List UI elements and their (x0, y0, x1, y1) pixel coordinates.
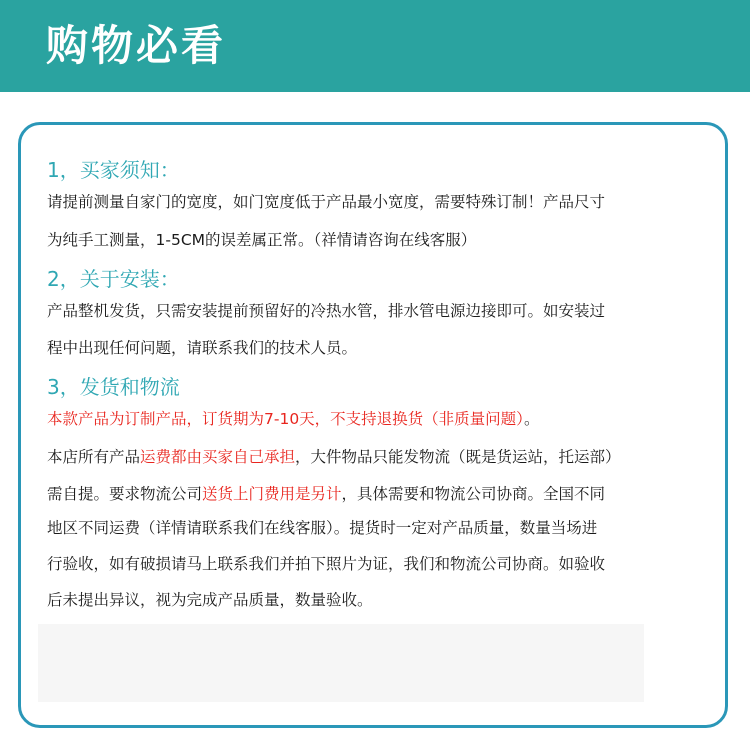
text-line (47, 336, 357, 360)
text-run: 产品整机发货，只需安装提前预留好的冷热水管，排水管电源边接即可。如安装过 (47, 302, 606, 320)
text-run: 地区不同运费（详情请联系我们在线客服）。提货时一定对产品质量，数量当场进 (47, 519, 598, 537)
text-run: 为纯手工测量，1-5CM的误差属正常。（祥情请咨询在线客服） (47, 231, 477, 249)
blank-panel (38, 624, 644, 702)
text-run: 请提前测量自家门的宽度，如门宽度低于产品最小宽度，需要特殊订制！产品尺寸 (47, 193, 606, 211)
text-run: 本店所有产品 (47, 448, 141, 466)
section-heading-installation: 2，关于安装： (47, 267, 180, 291)
text-run: 。 (523, 410, 540, 428)
text-line (47, 299, 605, 323)
text-run: 行验收，如有破损请马上联系我们并拍下照片为证，我们和物流公司协商。如验收 (47, 555, 606, 573)
text-line (47, 228, 476, 252)
header-banner (0, 0, 750, 92)
text-line (47, 482, 605, 506)
text-run: 后未提出异议，视为完成产品质量，数量验收。 (47, 591, 373, 609)
text-line (47, 190, 605, 214)
text-line (47, 407, 539, 431)
text-line (47, 445, 621, 469)
page-title: 购物必看 (46, 21, 227, 70)
highlight-text-run: 本款产品为订制产品，订货期为7-10天，不支持退换货（非质量问题） (47, 410, 524, 428)
text-run: 程中出现任何问题，请联系我们的技术人员。 (47, 339, 358, 357)
highlight-text-run: 运费都由买家自己承担 (140, 448, 296, 466)
section-heading-purchase-notice: 1，买家须知： (47, 158, 180, 182)
text-run: ，大件物品只能发物流（既是货运站，托运部） (295, 448, 621, 466)
text-run: 需自提。要求物流公司 (47, 485, 203, 503)
text-line (47, 588, 373, 612)
text-line (47, 516, 597, 540)
text-line (47, 552, 605, 576)
section-heading-shipping: 3，发货和物流 (47, 375, 180, 399)
highlight-text-run: 送货上门费用是另计 (202, 485, 342, 503)
text-run: ，具体需要和物流公司协商。全国不同 (341, 485, 606, 503)
